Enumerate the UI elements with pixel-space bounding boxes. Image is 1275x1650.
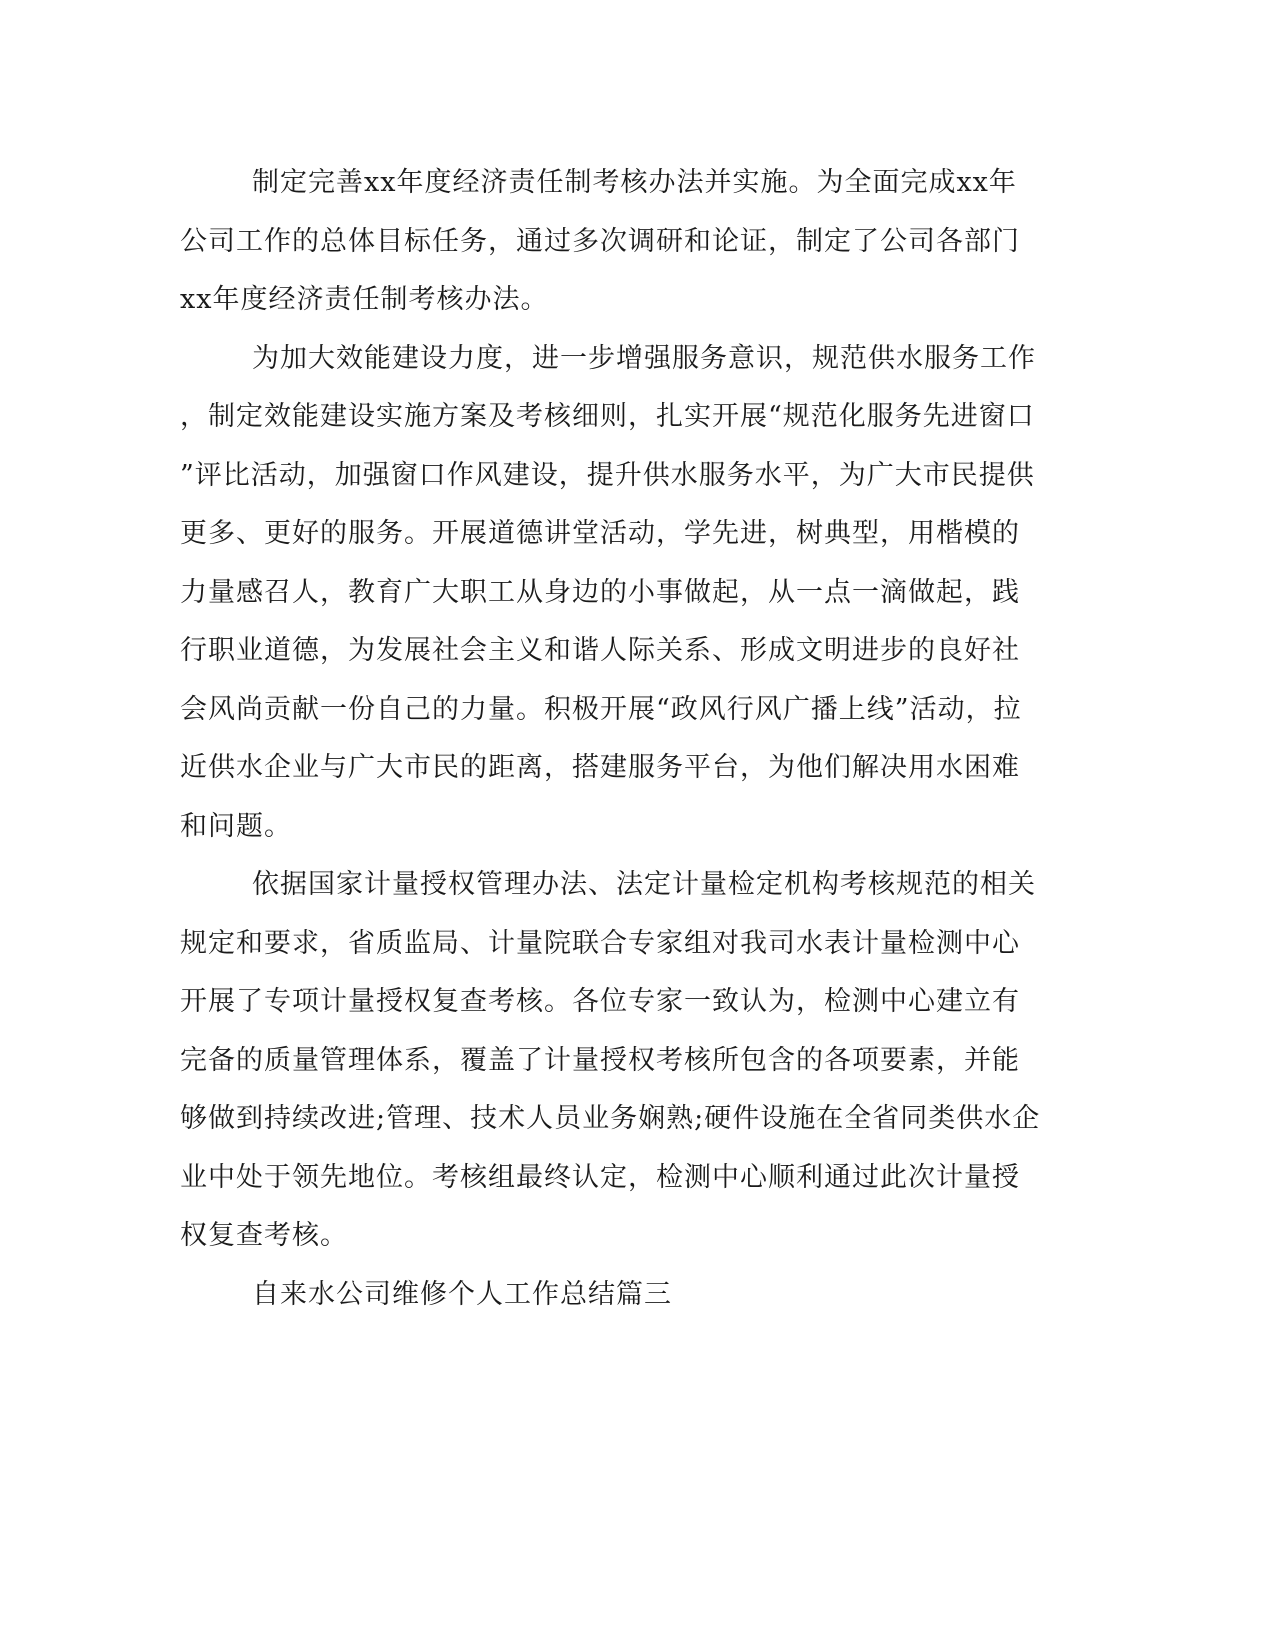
paragraph-3-line-5: 够做到持续改进;管理、技术人员业务娴熟;硬件设施在全省同类供水企 xyxy=(180,1103,1041,1134)
paragraph-3-line-6: 业中处于领先地位。考核组最终认定，检测中心顺利通过此次计量授 xyxy=(180,1162,1020,1193)
paragraph-2-line-4: 更多、更好的服务。开展道德讲堂活动，学先进，树典型，用楷模的 xyxy=(180,518,1020,549)
paragraph-2-line-6: 行职业道德，为发展社会主义和谐人际关系、形成文明进步的良好社 xyxy=(180,635,1020,666)
paragraph-2-line-1: 为加大效能建设力度，进一步增强服务意识，规范供水服务工作 xyxy=(252,343,1036,374)
paragraph-2-line-9: 和问题。 xyxy=(180,811,292,842)
paragraph-1-line-3: xx年度经济责任制考核办法。 xyxy=(180,284,549,315)
paragraph-3-line-2: 规定和要求，省质监局、计量院联合专家组对我司水表计量检测中心 xyxy=(180,928,1020,959)
paragraph-2-line-8: 近供水企业与广大市民的距离，搭建服务平台，为他们解决用水困难 xyxy=(180,752,1020,783)
paragraph-2-line-3: ”评比活动，加强窗口作风建设，提升供水服务水平，为广大市民提供 xyxy=(180,460,1035,491)
paragraph-1-line-2: 公司工作的总体目标任务，通过多次调研和论证，制定了公司各部门 xyxy=(180,226,1020,257)
paragraph-3-line-1: 依据国家计量授权管理办法、法定计量检定机构考核规范的相关 xyxy=(252,869,1036,900)
section-heading: 自来水公司维修个人工作总结篇三 xyxy=(252,1279,672,1310)
paragraph-3-line-7: 权复查考核。 xyxy=(180,1220,348,1251)
paragraph-3-line-3: 开展了专项计量授权复查考核。各位专家一致认为，检测中心建立有 xyxy=(180,986,1020,1017)
paragraph-2-line-5: 力量感召人，教育广大职工从身边的小事做起，从一点一滴做起，践 xyxy=(180,577,1020,608)
paragraph-2-line-2: ，制定效能建设实施方案及考核细则，扎实开展“规范化服务先进窗口 xyxy=(180,401,1035,432)
paragraph-2-line-7: 会风尚贡献一份自己的力量。积极开展“政风行风广播上线”活动，拉 xyxy=(180,694,1022,725)
paragraph-3-line-4: 完备的质量管理体系，覆盖了计量授权考核所包含的各项要素，并能 xyxy=(180,1045,1020,1076)
paragraph-1-line-1: 制定完善xx年度经济责任制考核办法并实施。为全面完成xx年 xyxy=(252,167,1017,198)
